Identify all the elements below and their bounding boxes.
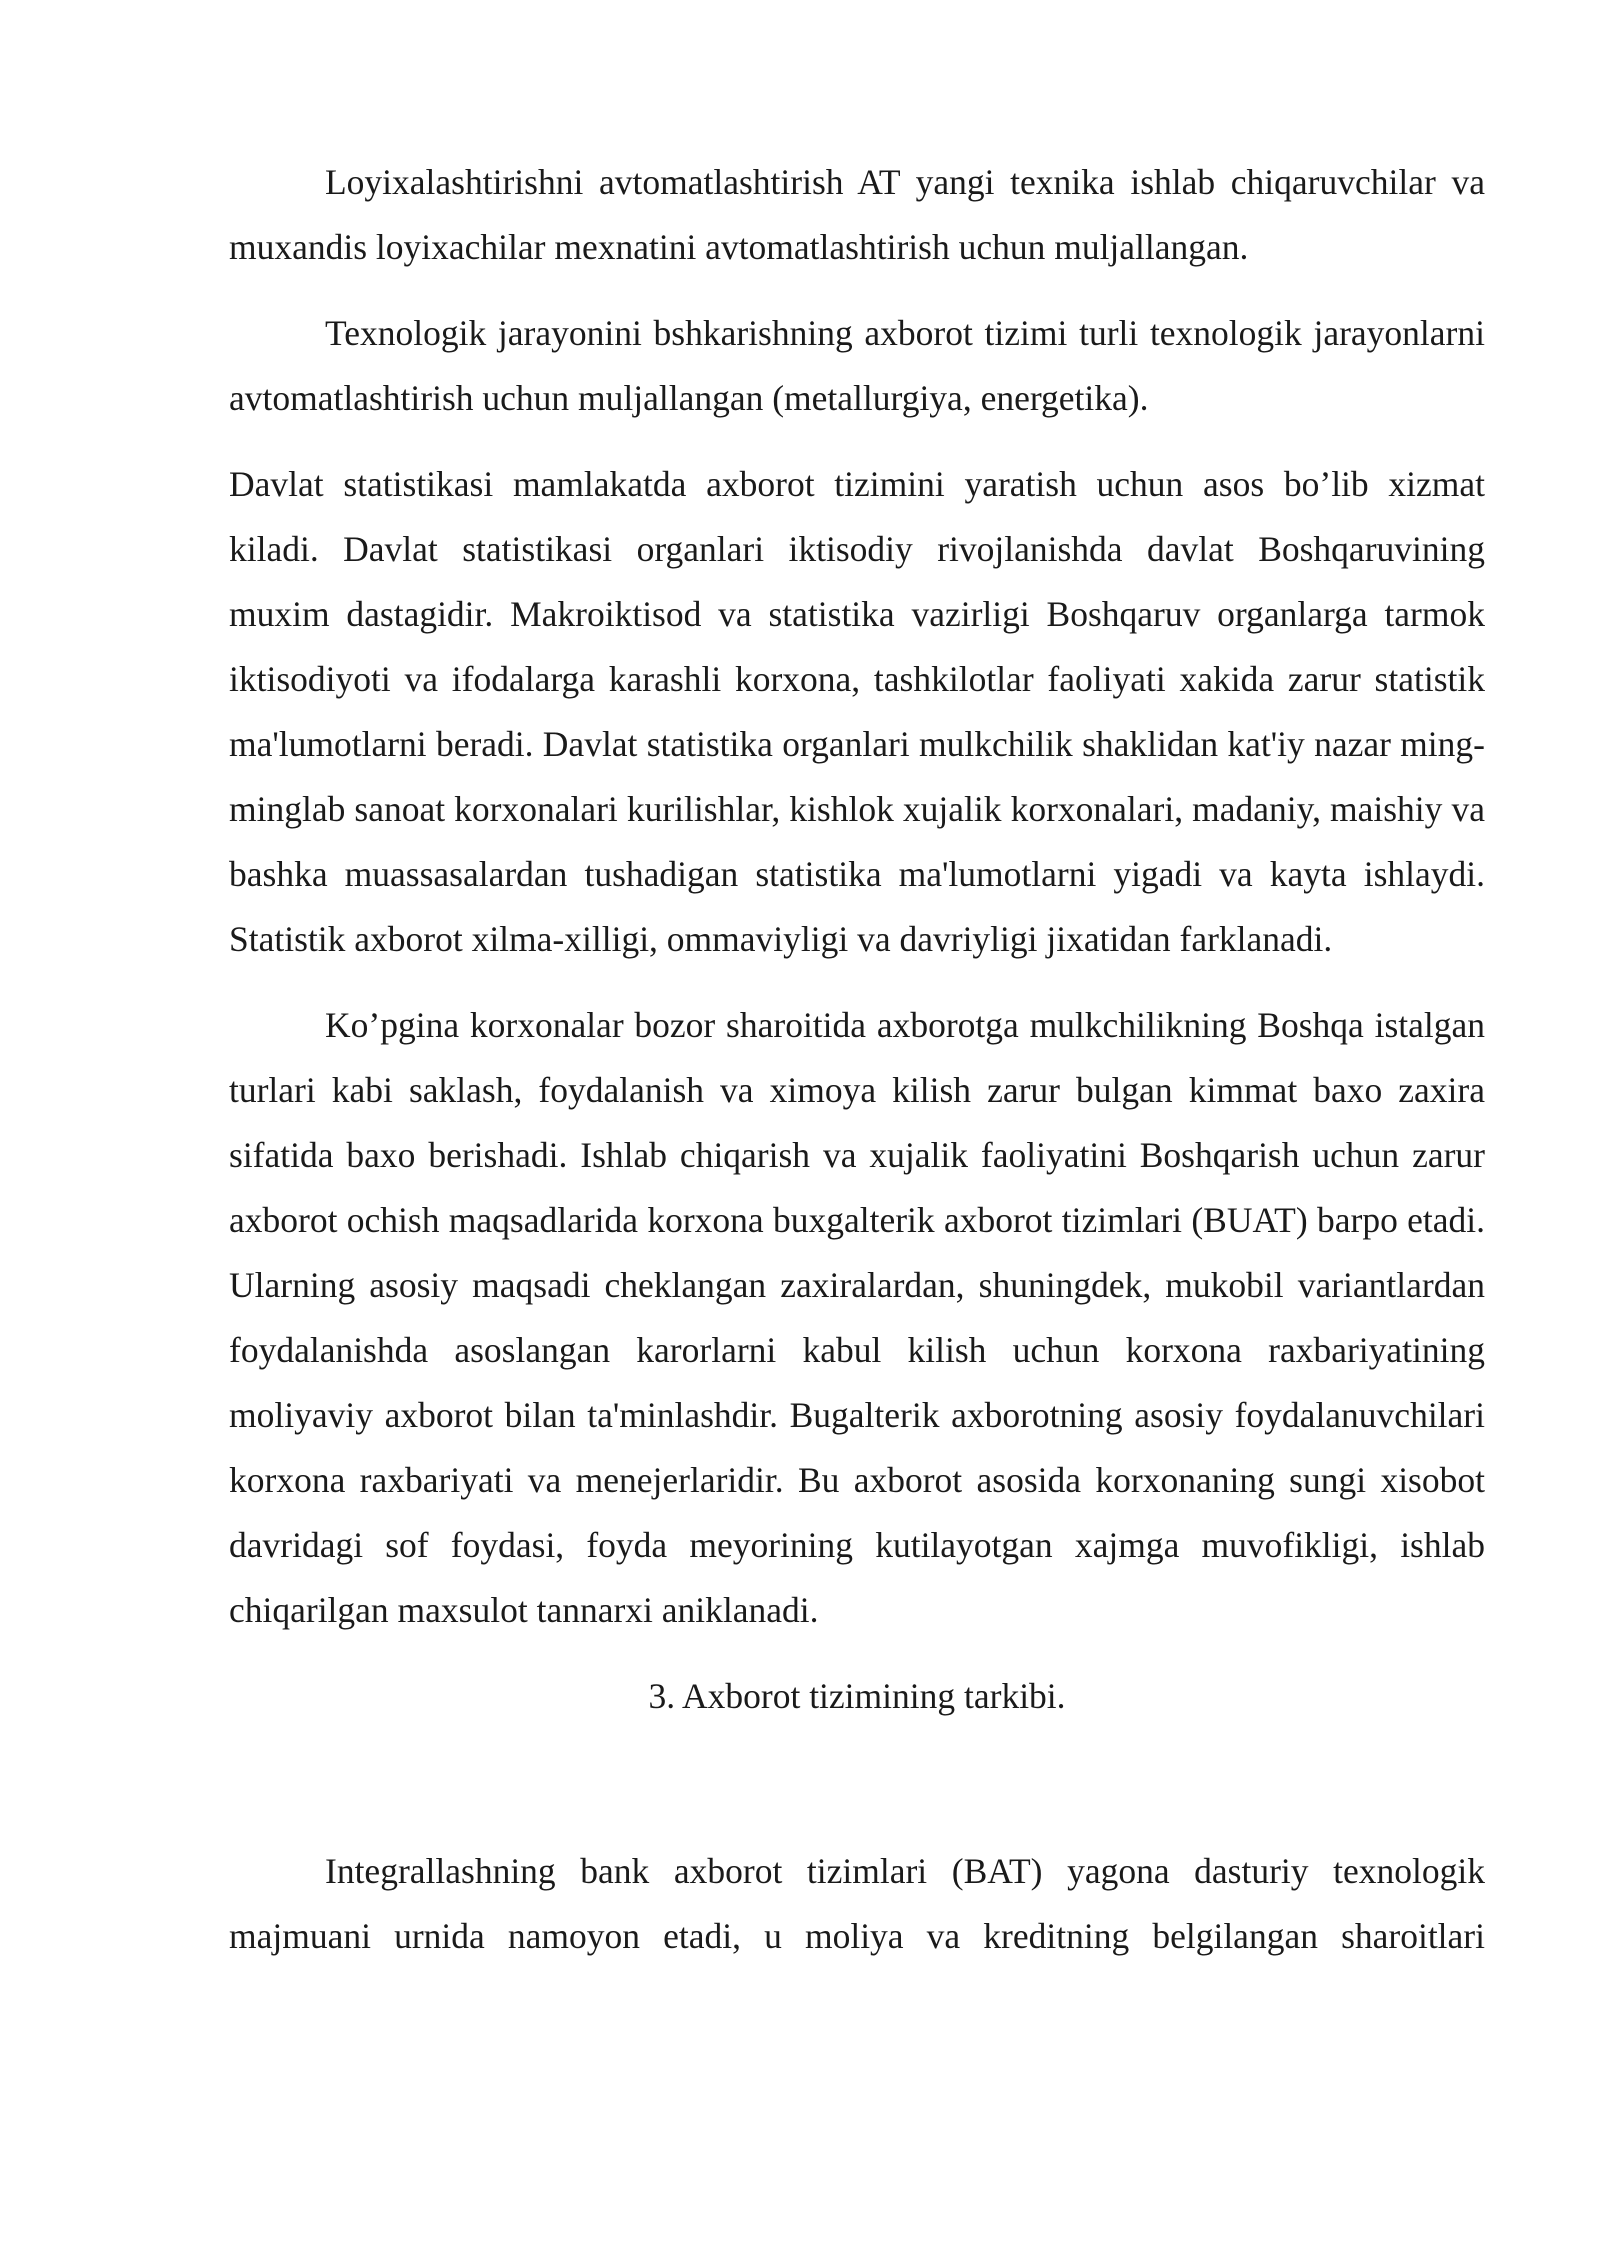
paragraph-design-automation: Loyixalashtirishni avtomatlashtirish AT yangi texnika ishlab chiqaruvchilar va muxandis loyixachilar mexnatini avtomatlashtirish uchun muljallangan.	[229, 162, 1485, 267]
paragraph-bank-systems: Integrallashning bank axborot tizimlari (BAT) yagona dasturiy texnologik majmuani urnida namoyon etadi, u moliya va kreditning belgilangan sharoitlari	[229, 1851, 1485, 1956]
document-body	[229, 150, 1485, 1969]
paragraph-enterprise-accounting: Ko’pgina korxonalar bozor sharoitida axborotga mulkchilikning Boshqa istalgan turlari kabi saklash, foydalanish va ximoya kilish zarur bulgan kimmat baxo zaxira sifatida baxo berishadi. Ishlab chiqarish va xujalik faoliyatini Boshqarish uchun zarur axborot ochish maqsadlarida korxona buxgalterik axborot tizimlari (BUAT) barpo etadi. Ularning asosiy maqsadi cheklangan zaxiralardan, shuningdek, mukobil variantlardan foydalanishda asoslangan karorlarni kabul kilish uchun korxona raxbariyatining moliyaviy axborot bilan ta'minlashdir. Bugalterik axborotning asosiy foydalanuvchilari korxona raxbariyati va menejerlaridir. Bu axborot asosida korxonaning sungi xisobot davridagi sof foydasi, foyda meyorining kutilayotgan xajmga muvofikligi, ishlab chiqarilgan maxsulot tannarxi aniklanadi.	[229, 1005, 1485, 1630]
section-heading: 3. Axborot tizimining tarkibi.	[648, 1676, 1066, 1716]
paragraph-state-statistics: Davlat statistikasi mamlakatda axborot tizimini yaratish uchun asos bo’lib xizmat kiladi. Davlat statistikasi organlari iktisodiy rivojlanishda davlat Boshqaruvining muxim dastagidir. Makroiktisod va statistika vazirligi Boshqaruv organlarga tarmok iktisodiyoti va ifodalarga karashli korxona, tashkilotlar faoliyati xakida zarur statistik ma'lumotlarni beradi. Davlat statistika organlari mulkchilik shaklidan kat'iy nazar ming-minglab sanoat korxonalari kurilishlar, kishlok xujalik korxonalari, madaniy, maishiy va bashka muassasalardan tushadigan statistika ma'lumotlarni yigadi va kayta ishlaydi. Statistik axborot xilma-xilligi, ommaviyligi va davriyligi jixatidan farklanadi.	[229, 464, 1485, 959]
paragraph-process-control: Texnologik jarayonini bshkarishning axborot tizimi turli texnologik jarayonlarni avtomatlashtirish uchun muljallangan (metallurgiya, energetika).	[229, 313, 1485, 418]
